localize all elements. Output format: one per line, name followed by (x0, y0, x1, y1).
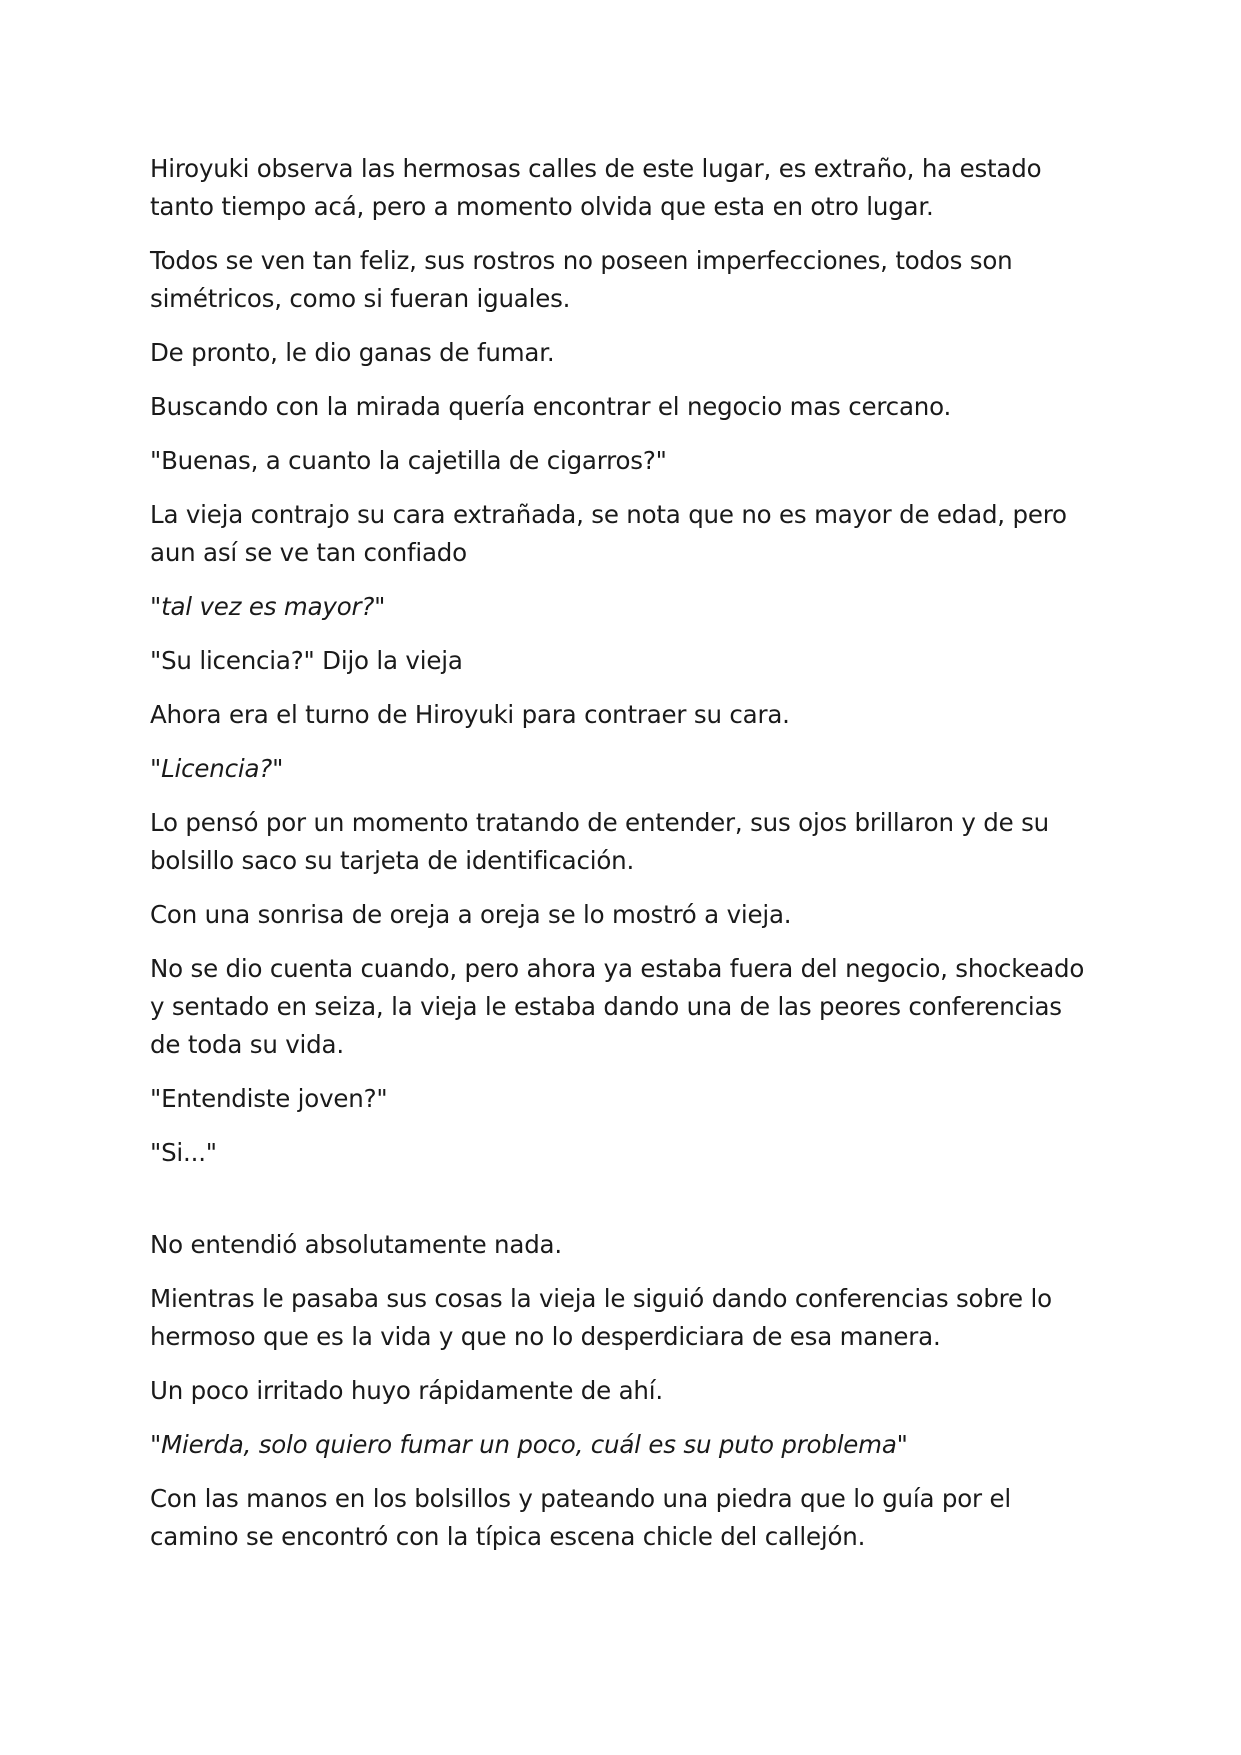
paragraph-6: La vieja contrajo su cara extrañada, se nota que no es mayor de edad, pero aun así se ve tan confiado (150, 500, 1067, 567)
paragraph-17: Mientras le pasaba sus cosas la vieja le siguió dando conferencias sobre lo hermoso que es la vida y que no lo desperdiciara de esa manera. (150, 1284, 1052, 1351)
paragraph-16: No entendió absolutamente nada. (150, 1230, 562, 1259)
document-body (150, 150, 1090, 1572)
paragraph-4: Buscando con la mirada quería encontrar el negocio mas cercano. (150, 392, 952, 421)
paragraph-8: "Su licencia?" Dijo la vieja (150, 646, 463, 675)
paragraph-13: No se dio cuenta cuando, pero ahora ya estaba fuera del negocio, shockeado y sentado en seiza, la vieja le estaba dando una de las peores conferencias de toda su vida. (150, 954, 1085, 1059)
paragraph-20: Con las manos en los bolsillos y pateando una piedra que lo guía por el camino se encontró con la típica escena chicle del callejón. (150, 1484, 1011, 1551)
paragraph-11: Lo pensó por un momento tratando de entender, sus ojos brillaron y de su bolsillo saco su tarjeta de identificación. (150, 808, 1049, 875)
paragraph-18: Un poco irritado huyo rápidamente de ahí. (150, 1376, 663, 1405)
paragraph-14: "Entendiste joven?" (150, 1084, 388, 1113)
paragraph-7-thought: "tal vez es mayor?" (150, 592, 386, 621)
paragraph-2: Todos se ven tan feliz, sus rostros no poseen imperfecciones, todos son simétricos, como si fueran iguales. (150, 246, 1013, 313)
paragraph-1: Hiroyuki observa las hermosas calles de este lugar, es extraño, ha estado tanto tiempo acá, pero a momento olvida que esta en otro lugar. (150, 154, 1042, 221)
paragraph-10-thought: "Licencia?" (150, 754, 284, 783)
paragraph-19-thought: "Mierda, solo quiero fumar un poco, cuál es su puto problema" (150, 1430, 908, 1459)
paragraph-9: Ahora era el turno de Hiroyuki para contraer su cara. (150, 700, 790, 729)
paragraph-3: De pronto, le dio ganas de fumar. (150, 338, 555, 367)
paragraph-12: Con una sonrisa de oreja a oreja se lo mostró a vieja. (150, 900, 792, 929)
blank-line (150, 1188, 1090, 1226)
paragraph-5: "Buenas, a cuanto la cajetilla de cigarros?" (150, 446, 667, 475)
paragraph-15: "Si..." (150, 1138, 217, 1167)
